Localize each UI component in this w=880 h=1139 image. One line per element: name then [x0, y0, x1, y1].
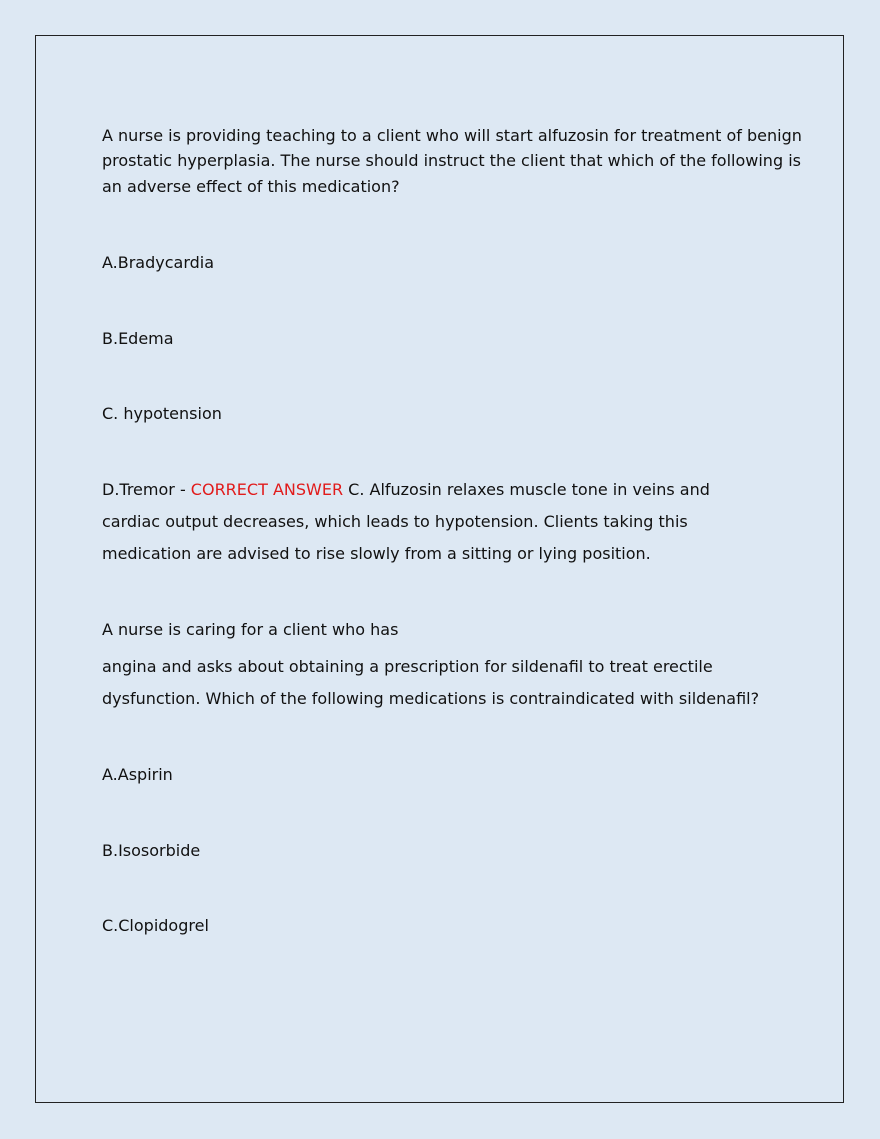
question-2-stem-line-1: A nurse is caring for a client who has: [102, 620, 399, 639]
question-2-option-b: B.Isosorbide: [102, 841, 201, 860]
question-1-option-b: B.Edema: [102, 329, 174, 348]
question-1-option-d-line: [102, 477, 710, 502]
question-1-stem-line-2: prostatic hyperplasia. The nurse should instruct the client that which of the following is: [102, 151, 801, 170]
correct-answer-label: CORRECT ANSWER: [190, 480, 344, 499]
question-1-option-d: D.Tremor -: [102, 480, 191, 499]
answer-explanation-line-2: cardiac output decreases, which leads to hypotension. Clients taking this: [102, 512, 688, 531]
question-2-stem-line-2: angina and asks about obtaining a prescription for sildenafil to treat erectile: [102, 657, 713, 676]
answer-explanation-line-3: medication are advised to rise slowly from a sitting or lying position.: [102, 544, 651, 563]
question-2-option-a: A.Aspirin: [102, 765, 173, 784]
question-1-stem-line-1: A nurse is providing teaching to a client who will start alfuzosin for treatment of benign: [102, 126, 802, 145]
question-1-option-a: A.Bradycardia: [102, 253, 215, 272]
answer-explanation-line-1: C. Alfuzosin relaxes muscle tone in veins and: [343, 480, 710, 499]
question-2-option-c: C.Clopidogrel: [102, 916, 209, 935]
question-2-stem-line-3: dysfunction. Which of the following medications is contraindicated with sildenafil?: [102, 689, 760, 708]
question-1-option-c: C. hypotension: [102, 404, 222, 423]
question-1-stem-line-3: an adverse effect of this medication?: [102, 177, 400, 196]
